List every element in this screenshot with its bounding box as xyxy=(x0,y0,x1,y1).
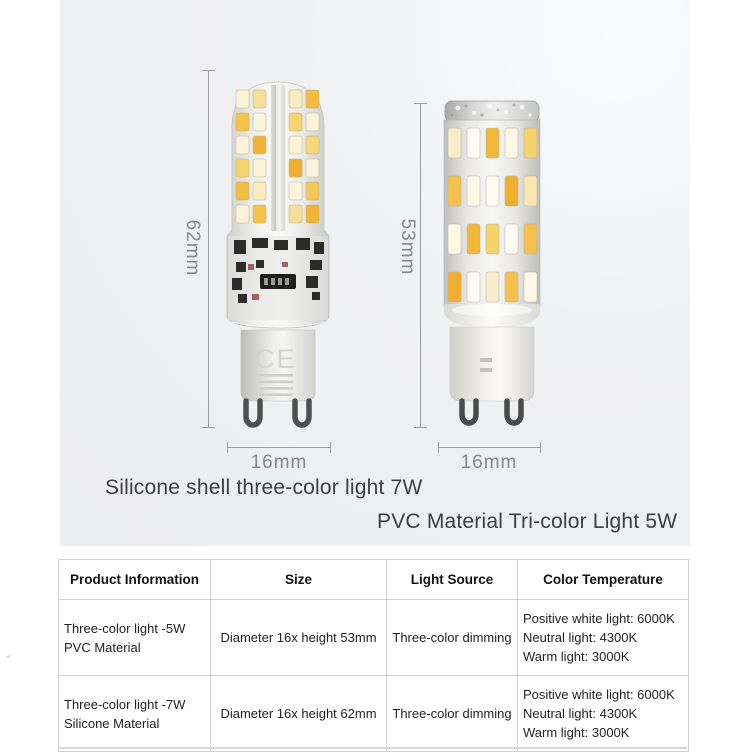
right-height-label: 53mm xyxy=(397,218,418,276)
color-temp-line: Neutral light: 4300K xyxy=(523,630,638,645)
color-temp-line: Warm light: 3000K xyxy=(523,725,630,740)
left-height-dim-bottom-cap xyxy=(202,427,215,428)
header-product-information: Product Information xyxy=(59,560,211,600)
header-color-temperature: Color Temperature xyxy=(518,560,689,600)
table-bottom-divider xyxy=(58,747,687,749)
size-cell-7w: Diameter 16x height 62mm xyxy=(211,676,387,752)
right-width-label: 16mm xyxy=(460,452,518,473)
header-size: Size xyxy=(211,560,387,600)
edge-artifact-mark: ⌄ xyxy=(1,647,14,662)
left-width-dim-line xyxy=(227,447,331,448)
right-height-dim-bottom-cap xyxy=(414,427,427,428)
svg-text:CE: CE xyxy=(255,344,297,374)
table-row-7w-silicone xyxy=(59,676,689,752)
spec-table-header-row xyxy=(59,560,689,600)
right-height-dim-line xyxy=(420,103,421,428)
right-width-dim-line xyxy=(438,447,541,448)
size-cell-5w: Diameter 16x height 53mm xyxy=(211,600,387,676)
header-light-source: Light Source xyxy=(387,560,518,600)
silicone-bulb-illustration xyxy=(222,78,334,432)
spec-table xyxy=(58,559,689,752)
right-width-dim-right-tick xyxy=(540,442,541,453)
light-source-cell-7w: Three-color dimming xyxy=(387,676,518,752)
silicone-bulb-caption: Silicone shell three-color light 7W xyxy=(105,476,423,499)
product-line: PVC Material xyxy=(64,639,141,655)
color-temp-cell-7w xyxy=(518,676,689,752)
left-height-dim-line xyxy=(208,70,209,428)
light-source-cell-5w: Three-color dimming xyxy=(387,600,518,676)
color-temp-line: Positive white light: 6000K xyxy=(523,611,675,626)
product-cell-7w xyxy=(59,676,211,752)
color-temp-line: Warm light: 3000K xyxy=(523,649,630,664)
color-temp-cell-5w xyxy=(518,600,689,676)
product-line: Silicone Material xyxy=(64,715,160,731)
product-line: Three-color light -5W xyxy=(64,620,186,636)
product-line: Three-color light -7W xyxy=(64,696,186,712)
table-row-5w-pvc xyxy=(59,600,689,676)
left-height-label: 62mm xyxy=(182,219,203,277)
product-cell-5w xyxy=(59,600,211,676)
product-photo-background xyxy=(60,0,690,546)
color-temp-line: Positive white light: 6000K xyxy=(523,687,675,702)
pvc-bulb-caption: PVC Material Tri-color Light 5W xyxy=(377,510,678,533)
pvc-bulb-illustration xyxy=(440,98,544,432)
left-width-dim-right-tick xyxy=(330,442,331,453)
left-width-label: 16mm xyxy=(250,452,308,473)
color-temp-line: Neutral light: 4300K xyxy=(523,706,638,721)
